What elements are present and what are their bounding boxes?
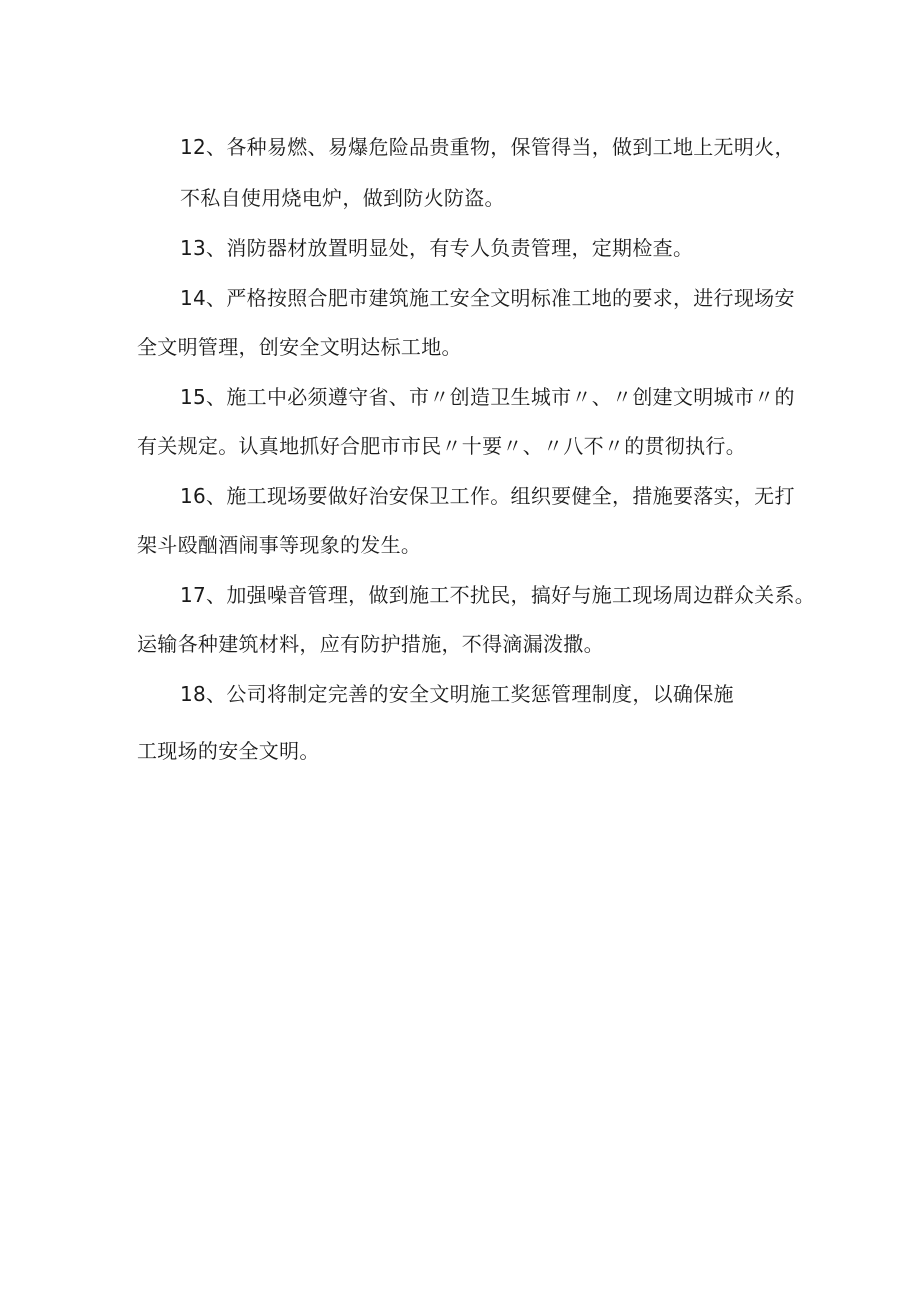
item-15-line-2: 有关规定。认真地抓好合肥市市民〃十要〃、〃八不〃的贯彻执行。 [137,434,746,458]
item-12-line-1: 12、各种易燃、易爆危险品贵重物，保管得当，做到工地上无明火， [180,135,795,159]
item-18-line-1: 18、公司将制定完善的安全文明施工奖惩管理制度，以确保施 [180,682,734,706]
item-12-line-2: 不私自使用烧电炉，做到防火防盗。 [180,186,505,210]
item-18-line-2: 工现场的安全文明。 [137,739,320,763]
item-17-line-2: 运输各种建筑材料，应有防护措施，不得滴漏泼撒。 [137,632,604,656]
item-16-line-1: 16、施工现场要做好治安保卫工作。组织要健全，措施要落实，无打 [180,484,795,508]
item-15-line-1: 15、施工中必须遵守省、市〃创造卫生城市〃、〃创建文明城市〃的 [180,385,795,409]
item-13-line-1: 13、消防器材放置明显处，有专人负责管理，定期检查。 [180,236,694,260]
item-14-line-2: 全文明管理，创安全文明达标工地。 [137,335,462,359]
item-14-line-1: 14、严格按照合肥市建筑施工安全文明标准工地的要求，进行现场安 [180,286,795,310]
item-17-line-1: 17、加强噪音管理，做到施工不扰民，搞好与施工现场周边群众关系。 [180,583,816,607]
item-16-line-2: 架斗殴酗酒闹事等现象的发生。 [137,533,422,557]
